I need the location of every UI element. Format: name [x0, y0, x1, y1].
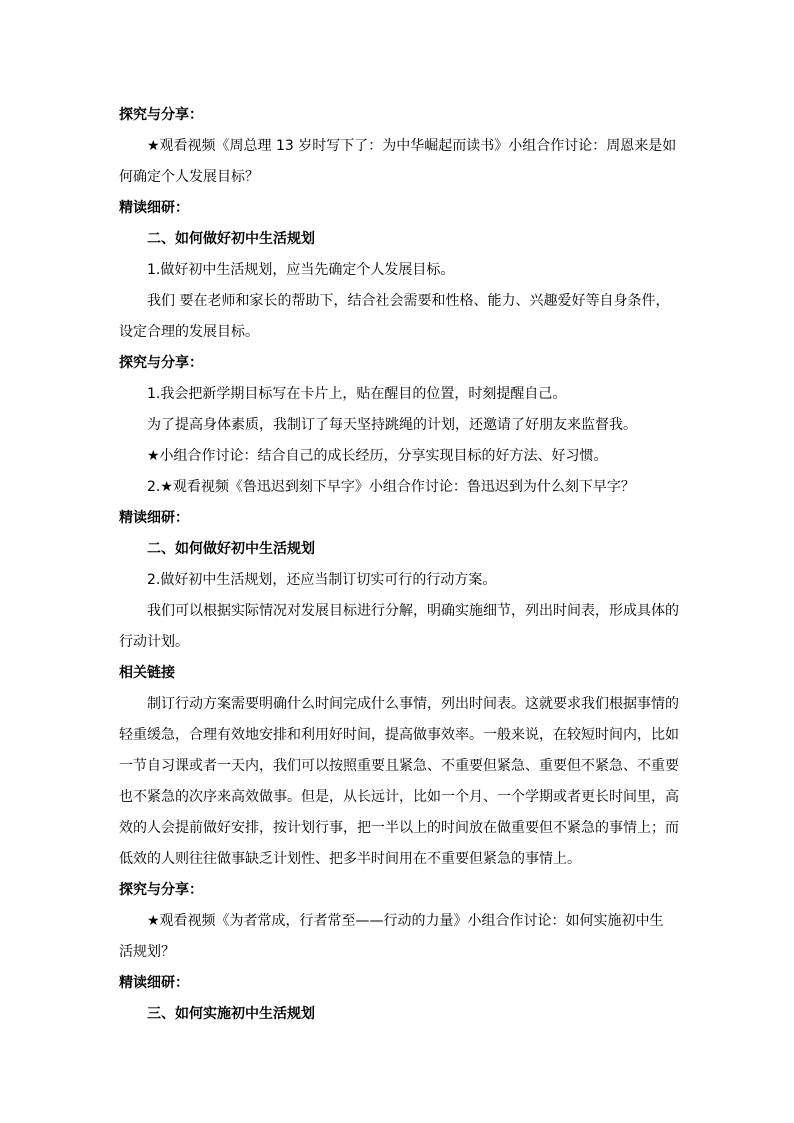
- text-line: 轻重缓急，合理有效地安排和利用好时间，提高做事效率。一般来说，在较短时间内，比如: [119, 727, 679, 743]
- text-line: 二、如何做好初中生活规划: [147, 541, 315, 557]
- paragraph: [119, 379, 679, 410]
- text-line: 精读细研：: [119, 200, 189, 216]
- paragraph: [119, 286, 679, 348]
- section-heading: [119, 875, 679, 906]
- text-line: 也不紧急的次序来高效做事。但是，从长远计，比如一个月、一个学期或者更长时间里，高: [119, 789, 679, 805]
- text-line: 活规划？: [119, 944, 175, 960]
- section-heading: [119, 503, 679, 534]
- text-line: 探究与分享：: [119, 882, 203, 898]
- section-heading: [119, 968, 679, 999]
- paragraph: [119, 131, 679, 193]
- paragraph: [119, 906, 679, 968]
- text-line: 我们可以根据实际情况对发展目标进行分解，明确实施细节，列出时间表，形成具体的: [147, 603, 679, 619]
- text-line: 2.★观看视频《鲁迅迟到刻下早字》小组合作讨论：鲁迅迟到为什么刻下早字？: [147, 479, 635, 495]
- text-line: 为了提高身体素质，我制订了每天坚持跳绳的计划，还邀请了好朋友来监督我。: [147, 417, 637, 433]
- section-heading: [119, 348, 679, 379]
- text-line: 设定合理的发展目标。: [119, 324, 259, 340]
- text-line: ★观看视频《为者常成，行者常至——行动的力量》小组合作讨论：如何实施初中生: [147, 913, 664, 929]
- text-line: 2.做好初中生活规划，还应当制订切实可行的行动方案。: [147, 572, 497, 588]
- text-line: 一节自习课或者一天内，我们可以按照重要且紧急、不重要但紧急、重要但不紧急、不重要: [119, 758, 679, 774]
- text-line: 三、如何实施初中生活规划: [147, 1006, 315, 1022]
- section-subheading: [119, 534, 679, 565]
- section-subheading: [119, 224, 679, 255]
- section-heading: [119, 193, 679, 224]
- paragraph: [119, 565, 679, 596]
- paragraph: [119, 441, 679, 472]
- paragraph: [119, 255, 679, 286]
- text-line: 低效的人则往往做事缺乏计划性、把多半时间用在不重要但紧急的事情上。: [119, 851, 581, 867]
- document-page: [119, 100, 679, 1030]
- text-line: 1.做好初中生活规划，应当先确定个人发展目标。: [147, 262, 455, 278]
- section-subheading: [119, 999, 679, 1030]
- text-line: ★观看视频《周总理 13 岁时写下了：为中华崛起而读书》小组合作讨论：周恩来是如: [147, 138, 677, 154]
- paragraph: [119, 689, 679, 875]
- text-line: 行动计划。: [119, 634, 189, 650]
- text-line: 我们 要在老师和家长的帮助下，结合社会需要和性格、能力、兴趣爱好等自身条件，: [147, 293, 670, 309]
- text-line: 二、如何做好初中生活规划: [147, 231, 315, 247]
- section-heading: [119, 100, 679, 131]
- text-line: 探究与分享：: [119, 355, 203, 371]
- text-line: 1.我会把新学期目标写在卡片上，贴在醒目的位置，时刻提醒自己。: [147, 386, 567, 402]
- text-line: 精读细研：: [119, 510, 189, 526]
- text-line: ★小组合作讨论：结合自己的成长经历，分享实现目标的好方法、好习惯。: [147, 448, 608, 464]
- section-heading: [119, 658, 679, 689]
- paragraph: [119, 472, 679, 503]
- paragraph: [119, 410, 679, 441]
- text-line: 精读细研：: [119, 975, 189, 991]
- text-line: 何确定个人发展目标？: [119, 169, 259, 185]
- text-line: 相关链接: [119, 665, 175, 681]
- text-line: 探究与分享：: [119, 107, 203, 123]
- paragraph: [119, 596, 679, 658]
- text-line: 效的人会提前做好安排，按计划行事，把一半以上的时间放在做重要但不紧急的事情上；而: [119, 820, 679, 836]
- text-line: 制订行动方案需要明确什么时间完成什么事情，列出时间表。这就要求我们根据事情的: [147, 696, 679, 712]
